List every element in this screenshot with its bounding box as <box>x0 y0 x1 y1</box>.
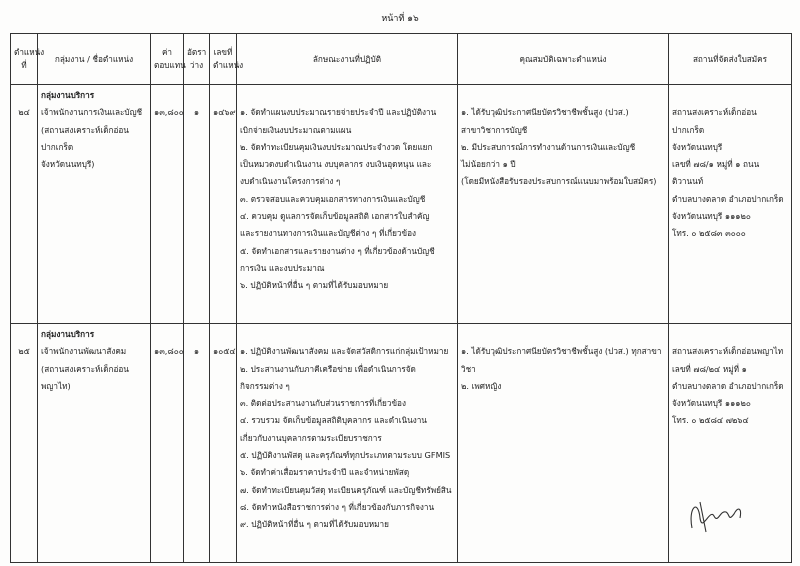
position-no-cell <box>210 85 237 324</box>
job-table <box>10 33 792 563</box>
vacancy: ๑ <box>193 346 200 357</box>
duty-line: เบิกจ่ายเงินงบประมาณตามแผน <box>240 124 352 135</box>
address-line: จังหวัดนนทบุรี <box>672 141 723 152</box>
header-position: กลุ่มงาน / ชื่อตำแหน่ง <box>38 34 151 85</box>
vacancy-cell <box>184 85 210 324</box>
duty-line: ๖. จัดทำค่าเสื่อมราคาประจำปี และจำหน่ายพัสดุ <box>240 467 410 478</box>
duty-line: ๒. จัดทำทะเบียนคุมเงินงบประมาณประจำงวด โดยแยก <box>240 141 433 152</box>
duty-line: งบดำเนินงานโครงการต่าง ๆ <box>240 176 341 187</box>
position-no-cell <box>210 324 237 563</box>
duty-line: ๑. จัดทำแผนงบประมาณรายจ่ายประจำปี และปฏิบัติงาน <box>240 107 437 118</box>
qualification-line: (โดยมีหนังสือรับรองประสบการณ์แนบมาพร้อมใบสมัคร) <box>461 176 657 187</box>
qualifications-cell <box>458 324 669 563</box>
address-line: สถานสงเคราะห์เด็กอ่อนปากเกร็ด <box>672 107 757 135</box>
duty-line: ๖. ปฏิบัติหน้าที่อื่น ๆ ตามที่ได้รับมอบหมาย <box>240 280 389 291</box>
address-line: ตำบลบางตลาด อำเภอปากเกร็ด <box>672 193 784 204</box>
qualification-line: ไม่น้อยกว่า ๑ ปี <box>461 159 516 170</box>
row-number: ๒๕ <box>18 346 30 357</box>
header-position-no: เลขที่ตำแหน่ง <box>210 34 237 85</box>
duty-line: ๓. ตรวจสอบและควบคุมเอกสารทางการเงินและบัญชี <box>240 193 426 204</box>
duty-line: เป็นหมวดงบดำเนินงาน งบบุคลากร งบเงินอุดหนุน และ <box>240 159 432 170</box>
table-row <box>11 85 792 324</box>
position-name-line: เจ้าพนักงานการเงินและบัญชี <box>41 107 143 118</box>
header-pay: ค่าตอบแทน <box>151 34 184 85</box>
duty-line: ๙. ปฏิบัติหน้าที่อื่น ๆ ตามที่ได้รับมอบหมาย <box>240 519 389 530</box>
qualification-line: ๑. ได้รับวุฒิประกาศนียบัตรวิชาชีพชั้นสูง (ปวส.) <box>461 107 629 118</box>
position-name-line: (สถานสงเคราะห์เด็กอ่อนปากเกร็ด <box>41 124 129 152</box>
duty-line: ๑. ปฏิบัติงานพัฒนาสังคม และจัดสวัสดิการแก่กลุ่มเป้าหมาย <box>240 346 449 357</box>
duty-line: กิจกรรมต่าง ๆ <box>240 380 290 391</box>
address-line: จังหวัดนนทบุรี ๑๑๑๒๐ <box>672 398 751 409</box>
address-line: สถานสงเคราะห์เด็กอ่อนพญาไท <box>672 346 784 357</box>
duty-line: ๕. จัดทำเอกสารและรายงานต่าง ๆ ที่เกี่ยวข้องด้านบัญชี <box>240 245 435 256</box>
address-line: เลขที่ ๗๘/๑ หมู่ที่ ๑ ถนนติวานนท์ <box>672 159 760 187</box>
position-cell <box>38 85 151 324</box>
header-qualifications: คุณสมบัติเฉพาะตำแหน่ง <box>458 34 669 85</box>
qualification-line: สาขาวิชาการบัญชี <box>461 124 528 135</box>
position-number-cell <box>11 324 38 563</box>
duties-cell <box>237 85 458 324</box>
duty-line: ๗. จัดทำทะเบียนคุมวัสดุ ทะเบียนครุภัณฑ์ และบัญชีทรัพย์สิน <box>240 484 452 495</box>
address-cell <box>669 85 792 324</box>
position-no: ๑๔๖๙ <box>213 107 236 118</box>
qualification-line: ๑. ได้รับวุฒิประกาศนียบัตรวิชาชีพชั้นสูง (ปวส.) ทุกสาขาวิชา <box>461 346 662 374</box>
position-cell <box>38 324 151 563</box>
duty-line: ๕. ปฏิบัติงานพัสดุ และครุภัณฑ์ทุกประเภทตามระบบ GFMIS <box>240 450 451 461</box>
row-number: ๒๔ <box>18 107 30 118</box>
qualification-line: ๒. มีประสบการณ์การทำงานด้านการเงินและบัญชี <box>461 141 636 152</box>
duties-cell <box>237 324 458 563</box>
duty-line: ๔. ควบคุม ดูแลการจัดเก็บข้อมูลสถิติ เอกสารใบสำคัญ <box>240 211 430 222</box>
duty-line: ๘. จัดทำหนังสือราชการต่าง ๆ ที่เกี่ยวข้องกับภารกิจงาน <box>240 501 435 512</box>
pay: ๑๓,๘๐๐ <box>154 346 184 357</box>
table-header <box>11 34 792 85</box>
address-line: โทร. ๐ ๒๕๘๓ ๓๐๐๐ <box>672 228 746 239</box>
pay-cell <box>151 85 184 324</box>
position-no: ๑๐๕๔ <box>213 346 236 357</box>
position-name-line: จังหวัดนนทบุรี) <box>41 159 95 170</box>
qualifications-cell <box>458 85 669 324</box>
page-number: หน้าที่ ๑๖ <box>381 14 419 24</box>
header-vacancy: อัตราว่าง <box>184 34 210 85</box>
address-line: โทร. ๐ ๒๕๘๔ ๗๒๖๔ <box>672 415 749 426</box>
position-name-line: เจ้าพนักงานพัฒนาสังคม <box>41 346 127 357</box>
address-line: เลขที่ ๗๘/๒๔ หมู่ที่ ๑ <box>672 363 747 374</box>
address-line: ตำบลบางตลาด อำเภอปากเกร็ด <box>672 380 784 391</box>
position-name-line: (สถานสงเคราะห์เด็กอ่อนพญาไท) <box>41 363 129 391</box>
pay: ๑๓,๘๐๐ <box>154 107 184 118</box>
table-row <box>11 324 792 563</box>
duty-line: การเงิน และงบประมาณ <box>240 262 325 273</box>
position-number-cell <box>11 85 38 324</box>
header-address: สถานที่จัดส่งใบสมัคร <box>669 34 792 85</box>
duty-line: และรายงานทางการเงินและบัญชีต่าง ๆ ที่เกี่ยวข้อง <box>240 228 417 239</box>
duty-line: เกี่ยวกับงานบุคลากรตามระเบียบราชการ <box>240 432 382 443</box>
qualification-line: ๒. เพศหญิง <box>461 380 502 391</box>
duty-line: ๒. ประสานงานกับภาคีเครือข่าย เพื่อดำเนินการจัด <box>240 363 416 374</box>
header-no: ตำแหน่งที่ <box>11 34 38 85</box>
pay-cell <box>151 324 184 563</box>
vacancy-cell <box>184 324 210 563</box>
duty-line: ๓. ติดต่อประสานงานกับส่วนราชการที่เกี่ยวข้อง <box>240 398 406 409</box>
header-duties: ลักษณะงานที่ปฏิบัติ <box>237 34 458 85</box>
work-group: กลุ่มงานบริการ <box>41 90 95 100</box>
address-line: จังหวัดนนทบุรี ๑๑๑๒๐ <box>672 211 751 222</box>
signature <box>680 488 760 538</box>
work-group: กลุ่มงานบริการ <box>41 329 95 339</box>
vacancy: ๑ <box>193 107 200 118</box>
duty-line: ๔. รวบรวม จัดเก็บข้อมูลสถิติบุคลากร และดำเนินงาน <box>240 415 427 426</box>
